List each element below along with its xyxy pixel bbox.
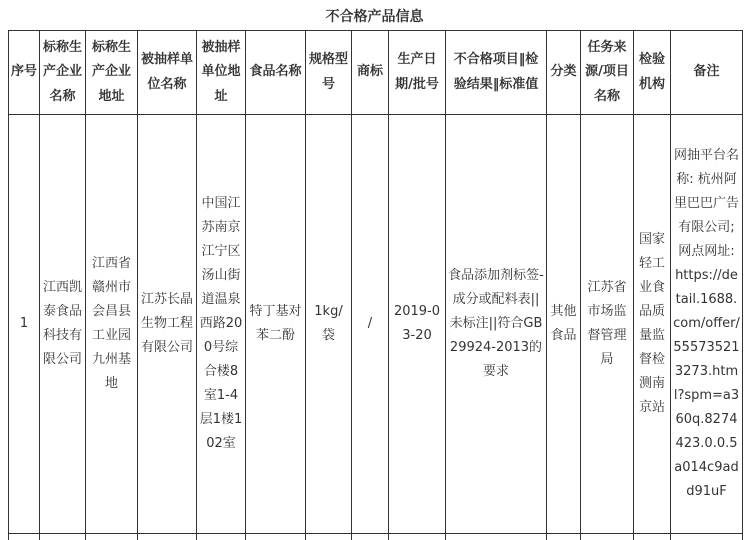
cell-category: 其他食品 — [547, 115, 581, 534]
cell-remarks: 网抽平台名称: 杭州阿里巴巴广告有限公司; 网点网址: https://detail.1688.com/offer/555735213273.html?spm=a360q.8274423.0.0.5a014c9add91uF — [671, 115, 743, 534]
header-sampled-unit-name: 被抽样单位名称 — [138, 31, 197, 115]
header-inspection-agency: 检验机构 — [634, 31, 671, 115]
cell-inspection-agency: 国家轻工业食品质量监督检测南京站 — [634, 115, 671, 534]
cell-empty — [581, 534, 634, 540]
cell-empty — [138, 534, 197, 540]
header-category: 分类 — [547, 31, 581, 115]
header-production-date: 生产日期/批号 — [389, 31, 446, 115]
cell-producer-name: 江西凯泰食品科技有限公司 — [40, 115, 86, 534]
cell-empty — [671, 534, 743, 540]
cell-sampled-unit-name: 江苏长晶生物工程有限公司 — [138, 115, 197, 534]
cell-empty — [246, 534, 306, 540]
cell-food-name: 特丁基对苯二酚 — [246, 115, 306, 534]
cell-seq: 1 — [9, 115, 40, 534]
header-failed-item: 不合格项目‖检验结果‖标准值 — [446, 31, 547, 115]
header-sampled-unit-address: 被抽样单位地址 — [197, 31, 246, 115]
table-row — [9, 115, 743, 534]
cell-task-source: 江苏省市场监督管理局 — [581, 115, 634, 534]
cell-trademark: / — [352, 115, 389, 534]
cell-empty — [634, 534, 671, 540]
cell-failed-item: 食品添加剂标签-成分或配料表||未标注||符合GB29924-2013的要求 — [446, 115, 547, 534]
cell-empty — [547, 534, 581, 540]
page-title: 不合格产品信息 — [325, 9, 424, 25]
cell-empty — [197, 534, 246, 540]
cell-empty — [40, 534, 86, 540]
cell-empty — [389, 534, 446, 540]
header-food-name: 食品名称 — [246, 31, 306, 115]
header-producer-address: 标称生产企业地址 — [86, 31, 138, 115]
table-header-row — [9, 31, 743, 115]
cell-producer-address: 江西省赣州市会昌县工业园九州基地 — [86, 115, 138, 534]
cell-empty — [352, 534, 389, 540]
cell-empty — [306, 534, 352, 540]
header-remarks: 备注 — [671, 31, 743, 115]
header-seq: 序号 — [9, 31, 40, 115]
header-trademark: 商标 — [352, 31, 389, 115]
cell-empty — [86, 534, 138, 540]
cell-empty — [9, 534, 40, 540]
header-task-source: 任务来源/项目名称 — [581, 31, 634, 115]
cell-empty — [446, 534, 547, 540]
header-producer-name: 标称生产企业名称 — [40, 31, 86, 115]
cell-sampled-unit-address: 中国江苏南京江宁区汤山街道温泉西路200号综合楼8室1-4层1楼102室 — [197, 115, 246, 534]
table-row-partial — [9, 534, 743, 540]
header-spec-model: 规格型号 — [306, 31, 352, 115]
cell-spec-model: 1kg/袋 — [306, 115, 352, 534]
nonconforming-products-table — [8, 30, 743, 540]
cell-production-date: 2019-03-20 — [389, 115, 446, 534]
